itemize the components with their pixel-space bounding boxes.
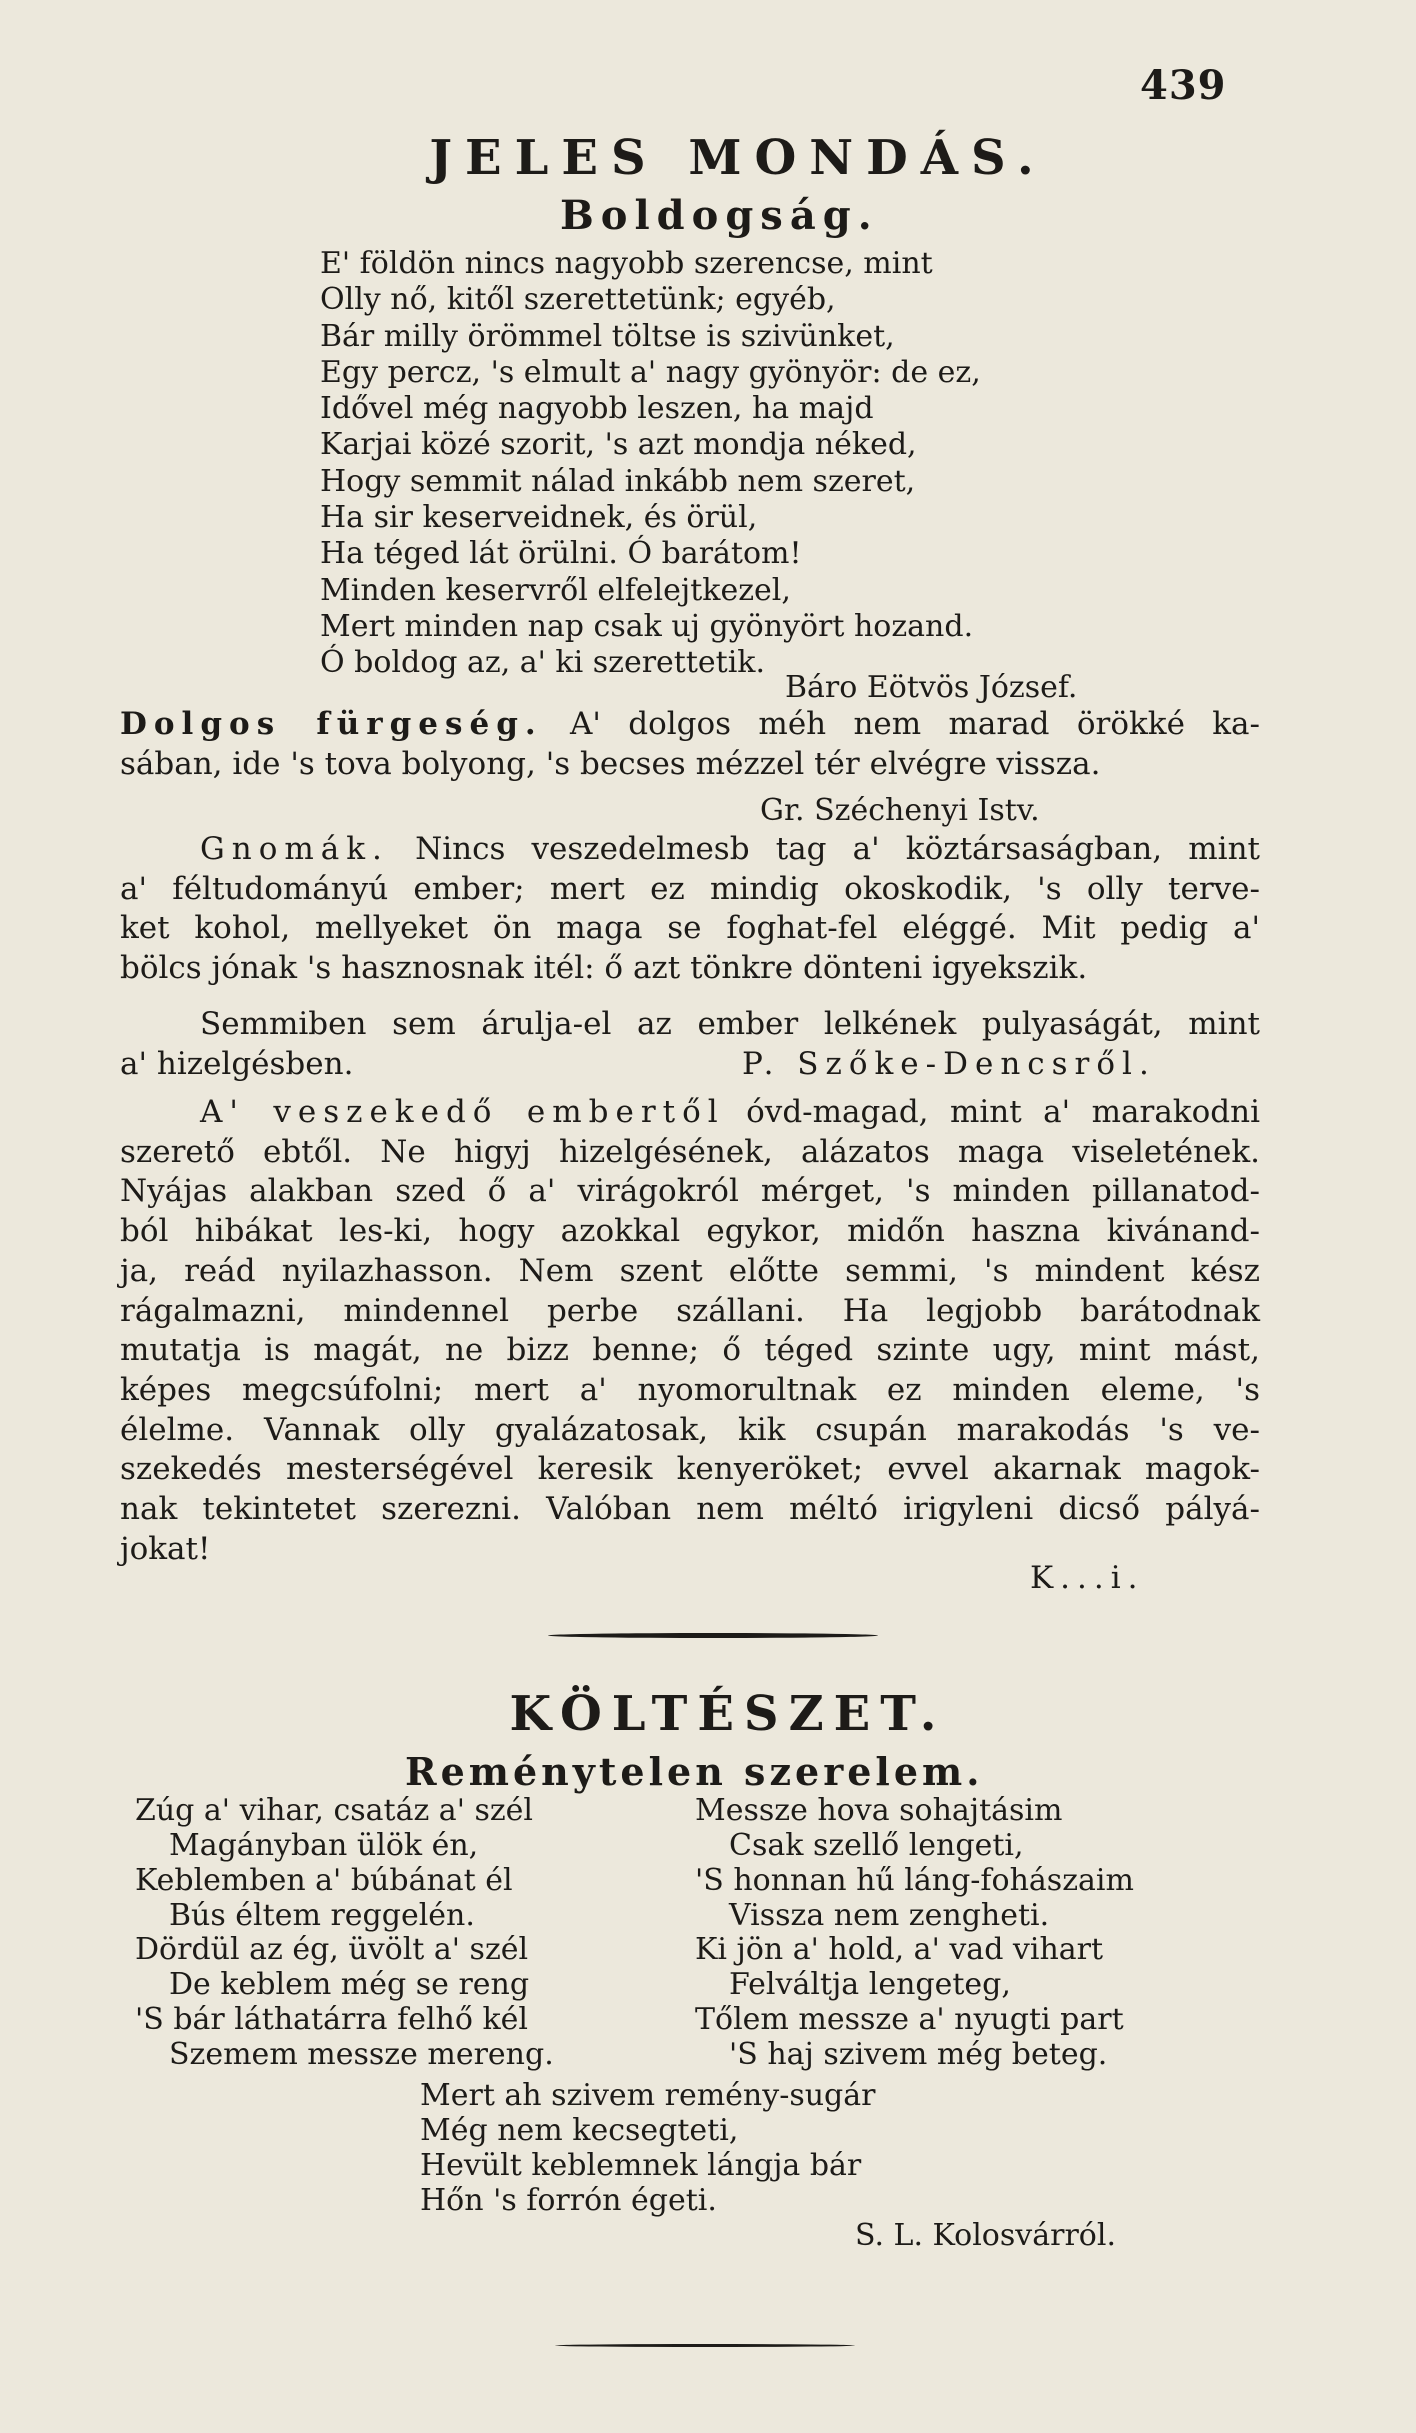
stanza-line: Mert ah szivem remény-sugár bbox=[420, 2078, 876, 2113]
page-number: 439 bbox=[1140, 62, 1227, 109]
section-title-kolteszet: KÖLTÉSZET. bbox=[509, 1686, 947, 1742]
stanza-line: Szemem messze mereng. bbox=[169, 2037, 554, 2072]
paragraph-gnomak bbox=[120, 830, 1260, 989]
stanza-line: Tőlem messze a' nyugti part bbox=[695, 2002, 1124, 2037]
stanza-line: Bús éltem reggelén. bbox=[169, 1898, 475, 1933]
poem-line: Mert minden nap csak uj gyönyört hozand. bbox=[320, 608, 974, 644]
stanza-line: Dördül az ég, üvölt a' szél bbox=[135, 1932, 529, 1967]
stanza-line: Ki jön a' hold, a' vad vihart bbox=[695, 1932, 1104, 1967]
stanza-1 bbox=[135, 1793, 533, 1933]
stanza-line: 'S bár láthatárra felhő kél bbox=[135, 2002, 528, 2037]
stanza-line: Hőn 's forrón égeti. bbox=[420, 2183, 717, 2218]
bottom-rule bbox=[555, 2344, 855, 2347]
paragraph-line: ból hibákat les-ki, hogy azokkal egykor, midőn haszna kivánand- bbox=[120, 1213, 1260, 1250]
paragraph-line: Nyájas alakban szed ő a' virágokról mérget, 's minden pillanatod- bbox=[120, 1173, 1260, 1210]
author-szechenyi: Gr. Széchenyi Istv. bbox=[760, 793, 1040, 828]
paragraph-line: ja, reád nyilazhasson. Nem szent előtte semmi, 's mindent kész bbox=[120, 1252, 1260, 1289]
stanza-line: Magányban ülök én, bbox=[169, 1828, 479, 1863]
poem-line: Egy percz, 's elmult a' nagy gyönyör: de ez, bbox=[320, 354, 981, 390]
paragraph-line: a' féltudományú ember; mert ez mindig okoskodik, 's olly terve- bbox=[120, 870, 1260, 907]
poem-line: Olly nő, kitől szerettetünk; egyéb, bbox=[320, 282, 836, 318]
stanza-5 bbox=[420, 2078, 875, 2218]
poem-line: Ó boldog az, a' ki szerettetik. bbox=[320, 645, 766, 681]
poem-line: Ha téged lát örülni. Ó barátom! bbox=[320, 536, 802, 572]
poem-title-remenytelen-szerelem: Reménytelen szerelem. bbox=[405, 1749, 984, 1794]
poem-line: Karjai közé szorit, 's azt mondja néked, bbox=[320, 427, 917, 463]
stanza-line: 'S haj szivem még beteg. bbox=[729, 2037, 1108, 2072]
author-eotvos: Báro Eötvös József. bbox=[785, 670, 1078, 705]
author-k-i: K...i. bbox=[1030, 1560, 1145, 1596]
poem-line: Hogy semmit nálad inkább nem szeret, bbox=[320, 463, 916, 499]
section-title-jeles-mondas: JELES MONDÁS. bbox=[429, 130, 1047, 186]
paragraph-line: nak tekintetet szerezni. Valóban nem méltó irigyleni dicső pályá- bbox=[120, 1491, 1260, 1528]
paragraph-line: mutatja is magát, ne bizz benne; ő téged szinte ugy, mint mást, bbox=[120, 1332, 1260, 1369]
poem-title-boldogsag: Boldogság. bbox=[560, 192, 879, 239]
stanza-line: Vissza nem zengheti. bbox=[729, 1898, 1050, 1933]
paragraph-line: rágalmazni, mindennel perbe szállani. Ha legjobb barátodnak bbox=[120, 1292, 1260, 1329]
stanza-2 bbox=[695, 1793, 1134, 1933]
author-szoke-dencs: P. Szőke-Dencsről. bbox=[742, 1046, 1156, 1082]
paragraph-lead: A' veszekedő embertől bbox=[200, 1094, 725, 1130]
poem-line: E' földön nincs nagyobb szerencse, mint bbox=[320, 246, 933, 281]
paragraph-line: szerető ebtől. Ne higyj hizelgésének, alázatos maga viseletének. bbox=[120, 1133, 1260, 1170]
paragraph-lead: Dolgos fürgeség. bbox=[120, 706, 543, 742]
stanza-line: 'S honnan hű láng-fohászaim bbox=[695, 1863, 1134, 1898]
paragraph-line: élelme. Vannak olly gyalázatosak, kik csupán marakodás 's ve- bbox=[120, 1411, 1260, 1448]
stanza-line: Felváltja lengeteg, bbox=[729, 1967, 1011, 2002]
stanza-4 bbox=[695, 1932, 1124, 2072]
paragraph-lead: Gnomák. bbox=[200, 831, 389, 867]
paragraph-line: képes megcsúfolni; mert a' nyomorultnak ez minden eleme, 's bbox=[120, 1371, 1260, 1408]
paragraph-dolgos-furgeseg bbox=[120, 705, 1260, 784]
paragraph-line: szekedés mesterségével keresik kenyeröket; evvel akarnak magok- bbox=[120, 1451, 1260, 1488]
poem-line: Bár milly örömmel töltse is szivünket, bbox=[320, 318, 895, 354]
paragraph-line: Nincs veszedelmesb tag a' köztársaságban, mint bbox=[388, 831, 1260, 867]
paragraph-line: jokat! bbox=[120, 1530, 211, 1567]
paragraph-line: a' hizelgésben. bbox=[120, 1045, 354, 1082]
stanza-line: Csak szellő lengeti, bbox=[729, 1828, 1024, 1863]
paragraph-line: sában, ide 's tova bolyong, 's becses mézzel tér elvégre vissza. bbox=[120, 745, 1101, 782]
poem-boldogsag bbox=[320, 246, 981, 682]
poem-line: Minden keservről elfelejtkezel, bbox=[320, 572, 791, 608]
stanza-line: Hevült keblemnek lángja bár bbox=[420, 2148, 862, 2183]
paragraph-line: ket kohol, mellyeket ön maga se foghat-fel eléggé. Mit pedig a' bbox=[120, 910, 1260, 947]
stanza-line: Keblemben a' búbánat él bbox=[135, 1863, 513, 1898]
paragraph-line: bölcs jónak 's hasznosnak itél: ő azt tönkre dönteni igyekszik. bbox=[120, 950, 1088, 987]
stanza-line: De keblem még se reng bbox=[169, 1967, 530, 2002]
stanza-line: Zúg a' vihar, csatáz a' szél bbox=[135, 1793, 534, 1828]
stanza-line: Még nem kecsegteti, bbox=[420, 2113, 739, 2148]
stanza-line: Messze hova sohajtásim bbox=[695, 1793, 1063, 1828]
paragraph-line: óvd-magad, mint a' marakodni bbox=[724, 1094, 1260, 1130]
poem-line: Ha sir keserveidnek, és örül, bbox=[320, 500, 758, 536]
divider-rule bbox=[548, 1633, 878, 1638]
paragraph-line: A' dolgos méh nem marad örökké ka- bbox=[542, 706, 1260, 742]
poem-line: Idővel még nagyobb leszen, ha majd bbox=[320, 391, 874, 427]
stanza-3 bbox=[135, 1932, 554, 2072]
author-kolosvar: S. L. Kolosvárról. bbox=[855, 2218, 1116, 2253]
paragraph-veszekedo bbox=[120, 1093, 1260, 1569]
paragraph-line: Semmiben sem árulja-el az ember lelkének pulyaságát, mint bbox=[200, 1006, 1260, 1042]
